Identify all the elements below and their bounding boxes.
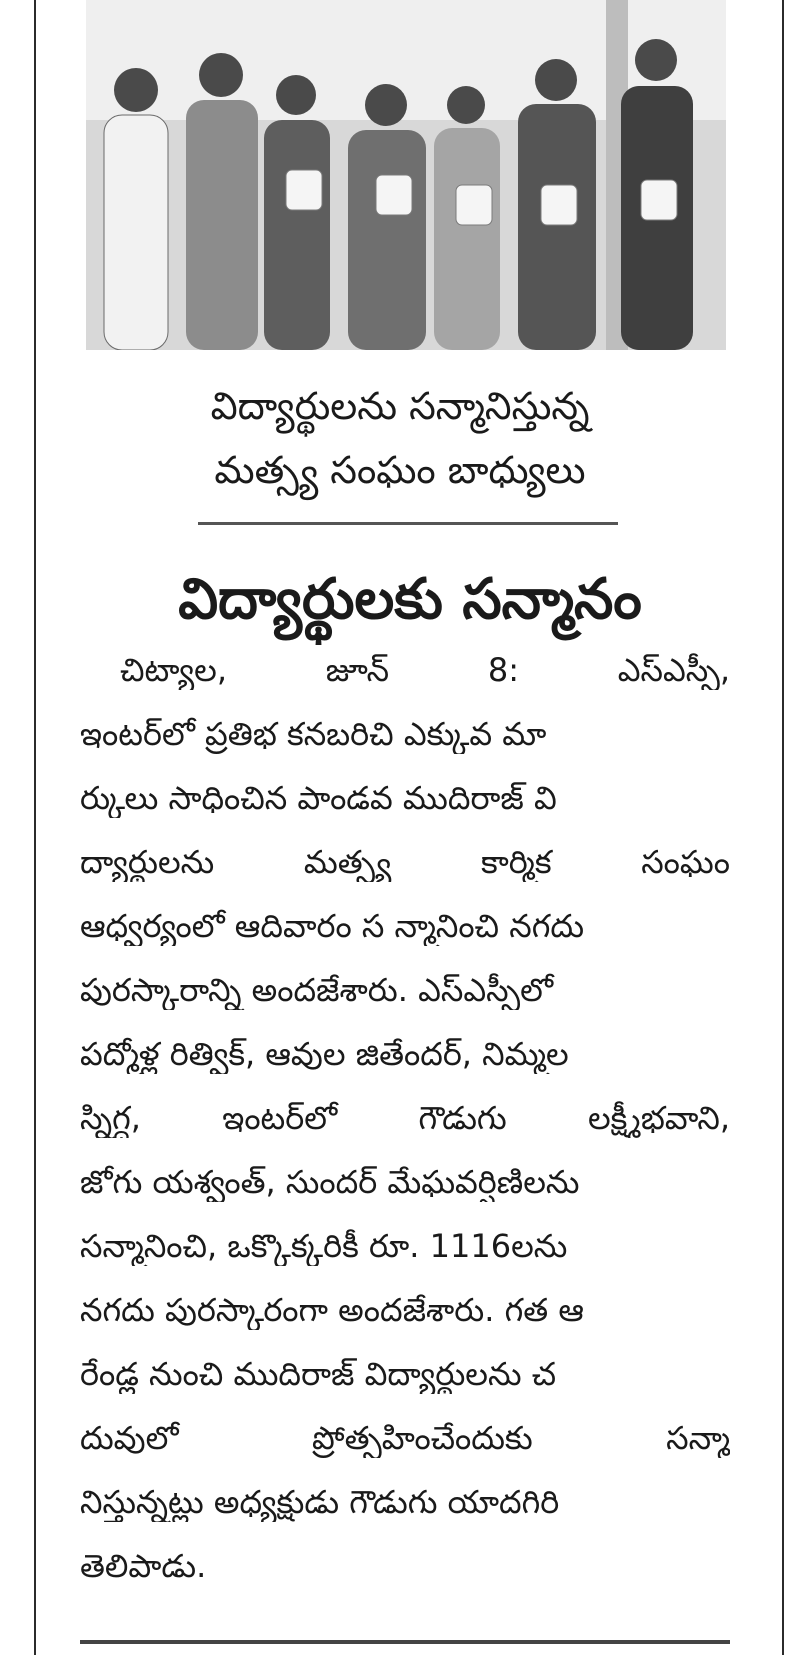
body-line: జోగు యశ్వంత్, సుందర్ మేఘవర్షిణిలను [80, 1163, 580, 1201]
body-line: పద్మోళ్ల రిత్విక్, ఆవుల జితేందర్, నిమ్మల [80, 1035, 569, 1073]
body-line: చిట్యాల, జూన్ 8: ఎస్ఎస్సీ, [120, 651, 730, 689]
article-headline: విద్యార్థులకు సన్మానం [178, 567, 642, 632]
body-line: నగదు పురస్కారంగా అందజేశారు. గత ఆ [80, 1291, 584, 1329]
body-line: నిస్తున్నట్లు అధ్యక్షుడు గౌడుగు యాదగిరి [80, 1483, 560, 1521]
body-line: ద్యార్థులను మత్స్య కార్మిక సంఘం [80, 843, 730, 881]
article-end-rule [80, 1640, 730, 1644]
photo-caption-line-2: మత్స్య సంఘం బాధ్యులు [214, 448, 586, 492]
column-rule-right [782, 0, 784, 1655]
body-line: ఇంటర్‌లో ప్రతిభ కనబరిచి ఎక్కువ మా [80, 715, 547, 753]
caption-divider [198, 522, 618, 525]
body-line: ఆధ్వర్యంలో ఆదివారం స న్మానించి నగదు [80, 907, 585, 945]
body-line: పురస్కారాన్ని అందజేశారు. ఎస్ఎస్సీలో [80, 971, 554, 1009]
photo-caption-line-1: విద్యార్థులను సన్మానిస్తున్న [210, 384, 590, 428]
body-line: స్నిగ్ధ, ఇంటర్‌లో గౌడుగు లక్ష్మీభవాని, [80, 1099, 730, 1137]
body-line: సన్మానించి, ఒక్కొక్కరికీ రూ. 1116లను [80, 1227, 568, 1265]
body-line: తెలిపాడు. [80, 1547, 207, 1585]
body-line: ర్కులు సాధించిన పాండవ ముదిరాజ్ వి [80, 779, 557, 817]
news-photo [86, 0, 726, 350]
body-line: రేండ్ల నుంచి ముదిరాజ్ విద్యార్థులను చ [80, 1355, 557, 1393]
body-line: దువులో ప్రోత్సహించేందుకు సన్మా [80, 1419, 730, 1457]
column-rule-left [34, 0, 36, 1655]
group-photo-illustration [86, 0, 726, 350]
